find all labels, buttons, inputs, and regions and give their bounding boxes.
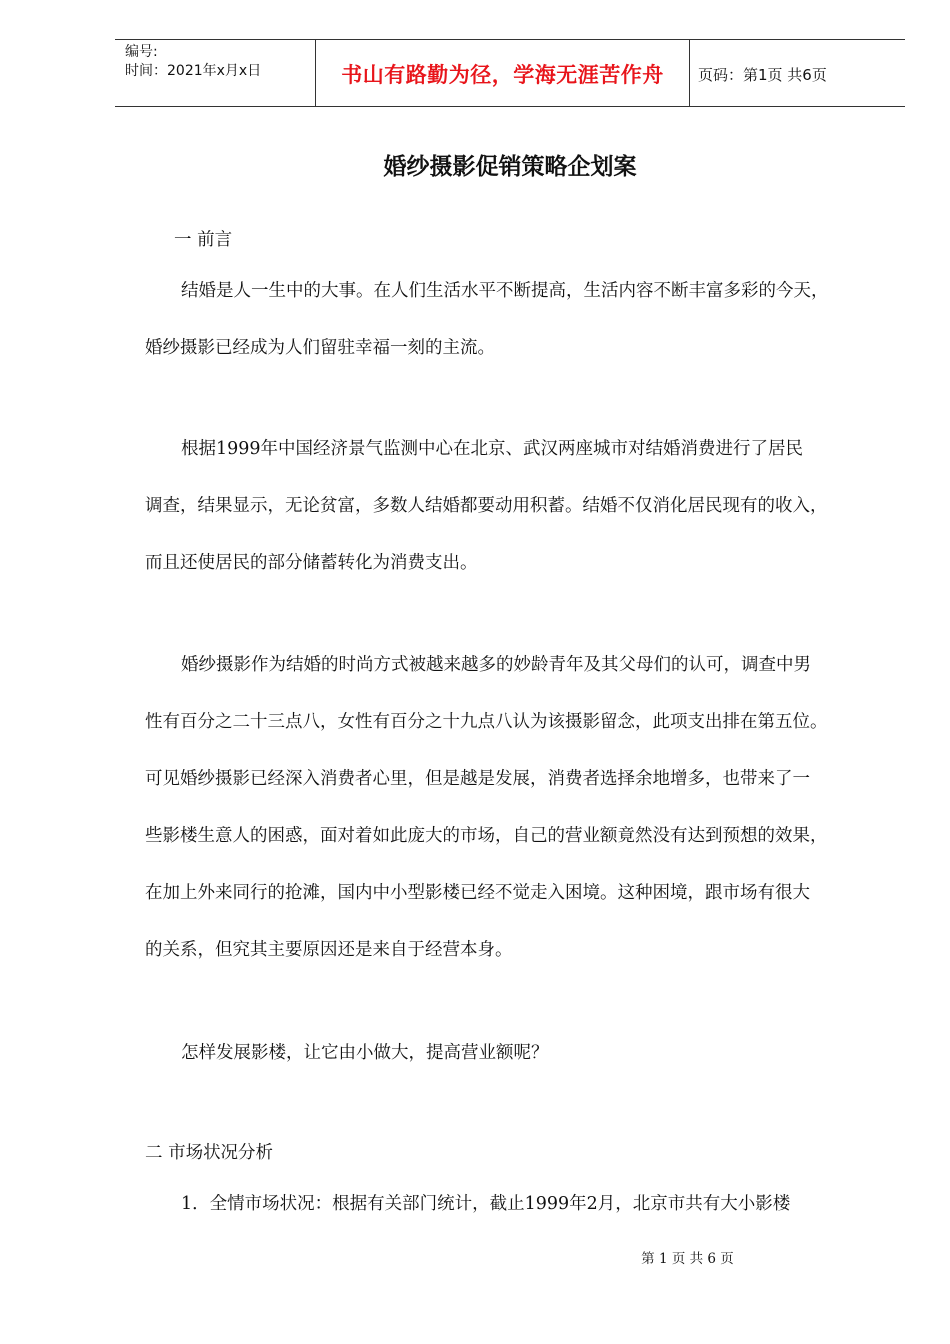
- header-meta: [125, 43, 315, 81]
- paragraph-line: 婚纱摄影作为结婚的时尚方式被越来越多的妙龄青年及其父母们的认可，调查中男: [181, 655, 811, 675]
- paragraph-line: 性有百分之二十三点八，女性有百分之十九点八认为该摄影留念，此项支出排在第五位。: [145, 712, 828, 732]
- page-footer: 第 1 页 共 6 页: [641, 1251, 734, 1267]
- paragraph-line: 婚纱摄影已经成为人们留驻幸福一刻的主流。: [145, 338, 495, 358]
- paragraph-line: 1．全情市场状况：根据有关部门统计，截止1999年2月，北京市共有大小影楼: [181, 1194, 791, 1214]
- document-title: 婚纱摄影促销策略企划案: [383, 154, 637, 180]
- header-motto: 书山有路勤为径，学海无涯苦作舟: [341, 63, 664, 87]
- header-divider: [689, 40, 690, 106]
- paragraph-line: 的关系，但究其主要原因还是来自于经营本身。: [145, 940, 513, 960]
- page-header: [115, 39, 905, 107]
- section-heading: 一 前言: [174, 230, 233, 250]
- header-page-info: 页码：第1页 共6页: [698, 66, 827, 84]
- paragraph-line: 根据1999年中国经济景气监测中心在北京、武汉两座城市对结婚消费进行了居民: [181, 439, 804, 459]
- paragraph-line: 怎样发展影楼，让它由小做大，提高营业额呢？: [181, 1043, 549, 1063]
- paragraph-line: 些影楼生意人的困惑，面对着如此庞大的市场，自己的营业额竟然没有达到预想的效果，: [145, 826, 828, 846]
- paragraph-line: 在加上外来同行的抢滩，国内中小型影楼已经不觉走入困境。这种困境，跟市场有很大: [145, 883, 810, 903]
- paragraph-line: 而且还使居民的部分储蓄转化为消费支出。: [145, 553, 478, 573]
- date-label: 时间：2021年x月x日: [125, 63, 262, 79]
- section-heading: 二 市场状况分析: [145, 1143, 274, 1163]
- paragraph-line: 可见婚纱摄影已经深入消费者心里，但是越是发展，消费者选择余地增多，也带来了一: [145, 769, 810, 789]
- paragraph-line: 结婚是人一生中的大事。在人们生活水平不断提高，生活内容不断丰富多彩的今天，: [181, 281, 829, 301]
- serial-number-label: 编号:: [125, 44, 158, 60]
- paragraph-line: 调查，结果显示，无论贫富，多数人结婚都要动用积蓄。结婚不仅消化居民现有的收入，: [145, 496, 828, 516]
